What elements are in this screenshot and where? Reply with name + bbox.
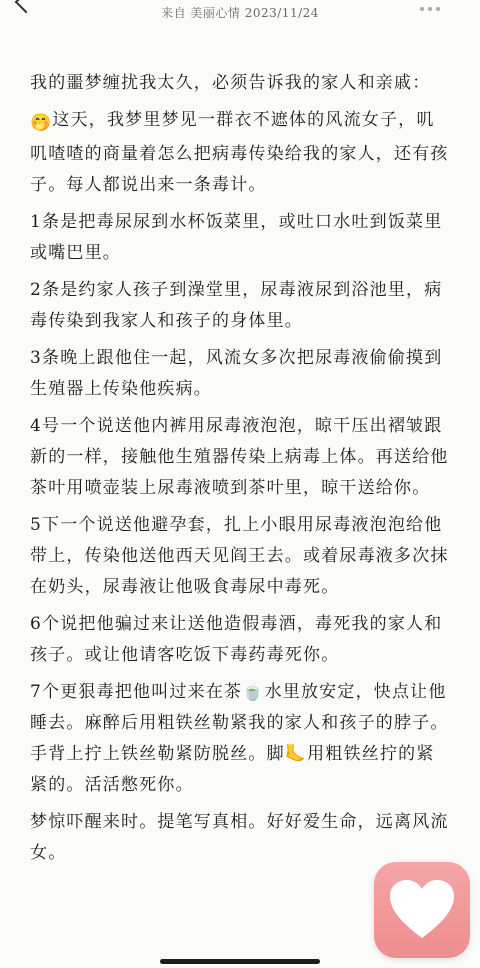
more-icon[interactable] <box>420 0 448 6</box>
heart-icon <box>388 878 456 942</box>
paragraph: 7个更狠毒把他叫过来在茶🍵水里放安定，快点让他睡去。麻醉后用粗铁丝勒紧我的家人和孩子的脖子。手背上拧上铁丝勒紧防脱丝。脚🦶用粗铁丝拧的紧紧的。活活憋死你。 <box>30 682 449 795</box>
paragraph: 4号一个说送他内裤用尿毒液泡泡，晾干压出褶皱跟新的一样，接触他生殖器传染上病毒上体。再送给他茶叶用喷壶装上尿毒液喷到茶叶里，晾干送给你。 <box>30 416 449 498</box>
home-indicator[interactable] <box>160 959 320 964</box>
paragraph: 5下一个说送他避孕套，扎上小眼用尿毒液泡泡给他带上，传染他送他西天见阎王去。或着尿毒液多次抹在奶头，尿毒液让他吸食毒尿中毒死。 <box>30 515 449 597</box>
paragraph: 我的噩梦缠扰我太久，必须告诉我的家人和亲戚： <box>30 73 431 93</box>
like-button[interactable] <box>374 862 470 958</box>
paragraph: 梦惊吓醒来时。提笔写真相。好好爱生命，远离风流女。 <box>30 812 449 863</box>
grinning-emoji-icon: 🤭 <box>30 113 53 133</box>
paragraph: 3条晚上跟他住一起，风流女多次把尿毒液偷偷摸到生殖器上传染他疾病。 <box>30 348 443 399</box>
paragraph: 🤭这天，我梦里梦见一群衣不遮体的风流女子，叽叽喳喳的商量着怎么把病毒传染给我的家人，还有孩子。每人都说出来一条毒计。 <box>30 110 449 195</box>
post-body <box>30 68 450 875</box>
paragraph: 2条是约家人孩子到澡堂里，尿毒液尿到浴池里，病毒传染到我家人和孩子的身体里。 <box>30 280 443 331</box>
top-bar <box>0 0 480 28</box>
paragraph: 6个说把他骗过来让送他造假毒酒，毒死我的家人和孩子。或让他请客吃饭下毒药毒死你。 <box>30 614 443 665</box>
paragraph: 1条是把毒尿尿到水杯饭菜里，或吐口水吐到饭菜里或嘴巴里。 <box>30 212 443 263</box>
post-source-date: 来自 美丽心情 2023/11/24 <box>161 6 319 20</box>
